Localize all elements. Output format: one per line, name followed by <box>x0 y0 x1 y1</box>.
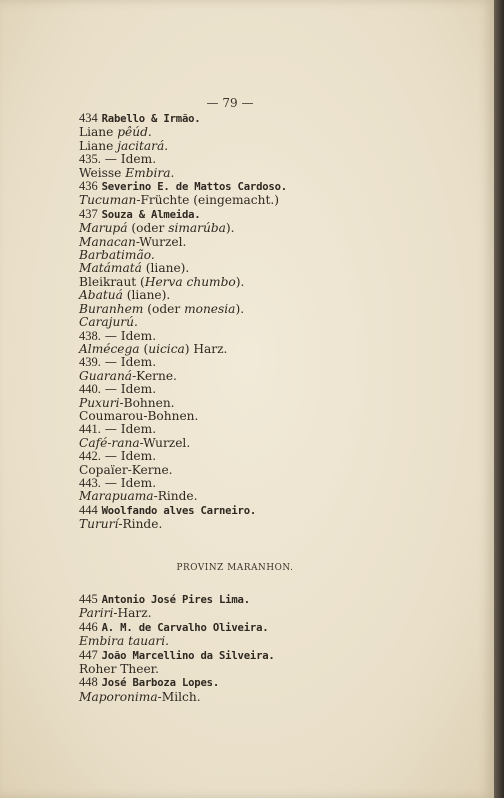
plain-text: ). <box>235 301 245 316</box>
italic-term: pêúd. <box>117 125 152 140</box>
entry-line <box>79 663 409 676</box>
entry-line <box>79 518 409 531</box>
entry-header <box>79 112 409 126</box>
plain-text: — Idem. <box>104 422 157 437</box>
entry-line <box>79 464 409 477</box>
plain-text: -Harz. <box>113 606 152 621</box>
exhibitor-name: Woolfando alves Carneiro. <box>101 504 257 517</box>
plain-text: — Idem. <box>104 152 157 167</box>
exhibitor-name: Antonio José Pires Lima. <box>101 594 250 606</box>
entry-first-line <box>79 477 409 490</box>
exhibitor-name: Souza & Almeida. <box>101 208 201 221</box>
italic-term: Barbatimão. <box>79 248 155 263</box>
exhibitor-name: Rabello & Irmão. <box>101 113 201 125</box>
plain-text: (oder <box>143 301 185 316</box>
entry-number: 443. <box>79 475 101 490</box>
italic-term: Tucuman <box>79 193 137 208</box>
entry-line <box>79 410 409 423</box>
catalog-entry <box>79 112 409 153</box>
entry-header <box>79 593 409 607</box>
plain-text: -Rinde. <box>153 489 198 504</box>
entry-first-line <box>79 450 409 463</box>
italic-term: Guaraná <box>79 368 133 383</box>
exhibitor-name: João Marcellino da Silveira. <box>101 649 275 662</box>
entry-number: 447 <box>79 647 98 662</box>
entry-line <box>79 194 409 207</box>
plain-text: — Idem. <box>104 355 157 370</box>
entry-line <box>79 262 409 275</box>
entry-number: 437 <box>79 206 98 221</box>
plain-text: ) Harz. <box>184 341 228 356</box>
entry-line <box>79 490 409 503</box>
plain-text: (oder <box>127 221 169 236</box>
italic-term: Maporonima <box>79 689 158 704</box>
italic-term: Embira tauari. <box>79 634 169 649</box>
entry-line <box>79 303 409 316</box>
plain-text: Bleikraut ( <box>79 274 145 289</box>
entry-header <box>79 649 409 663</box>
plain-text: -Früchte (eingemacht.) <box>136 193 279 208</box>
italic-term: Pariri <box>79 606 114 621</box>
italic-term: Marupá <box>79 221 128 236</box>
plain-text: -Rinde. <box>118 517 163 532</box>
entry-number: 441. <box>79 422 101 437</box>
book-spine <box>494 0 504 798</box>
catalog-entry <box>79 356 409 383</box>
exhibitor-name: Severino E. de Mattos Cardoso. <box>101 181 287 194</box>
catalog-entry <box>79 477 409 504</box>
plain-text: — Idem. <box>104 475 157 490</box>
plain-text: Copaïer-Kerne. <box>79 462 173 477</box>
plain-text: -Bohnen. <box>119 395 175 410</box>
entry-header <box>79 504 409 518</box>
italic-term: Matámatá <box>79 261 142 276</box>
entry-number: 444 <box>79 502 98 517</box>
plain-text: — Idem. <box>104 382 157 397</box>
catalog-entry <box>79 180 409 208</box>
entry-line <box>79 635 409 648</box>
entry-number: 438. <box>79 328 101 343</box>
entry-number: 445 <box>79 592 98 606</box>
entry-number: 440. <box>79 382 101 397</box>
italic-term: Manacan <box>79 234 136 249</box>
entry-first-line <box>79 356 409 369</box>
entry-number: 434 <box>79 111 98 125</box>
entry-first-line <box>79 383 409 396</box>
catalog-entry <box>79 649 409 677</box>
plain-text: (liane). <box>141 261 190 276</box>
plain-text: ). <box>235 274 245 289</box>
page-number: — 79 — <box>206 96 254 110</box>
entry-number: 435. <box>79 152 101 167</box>
entry-line <box>79 249 409 262</box>
catalog-content <box>79 112 409 704</box>
entry-line <box>79 236 409 249</box>
plain-text: ). <box>225 221 235 236</box>
catalog-entry <box>79 504 409 532</box>
plain-text: -Wurzel. <box>135 234 187 249</box>
exhibitor-name: A. M. de Carvalho Oliveira. <box>101 621 269 634</box>
catalog-entry <box>79 208 409 330</box>
italic-term: jacitará. <box>117 138 169 153</box>
entry-number: 439. <box>79 355 101 370</box>
plain-text: Roher Theer. <box>79 662 160 677</box>
catalog-entry <box>79 383 409 423</box>
entry-line <box>79 316 409 329</box>
entry-line <box>79 370 409 383</box>
plain-text: Liane <box>79 138 118 153</box>
entry-line <box>79 343 409 356</box>
italic-term: Marapuama <box>79 489 154 504</box>
plain-text: -Wurzel. <box>139 435 191 450</box>
entry-line <box>79 126 409 139</box>
italic-term: uicica <box>148 341 185 356</box>
italic-term: Tururí <box>79 517 119 532</box>
entry-header <box>79 208 409 222</box>
entry-number: 442. <box>79 449 101 464</box>
entry-first-line <box>79 423 409 436</box>
entry-list-1 <box>79 112 409 532</box>
catalog-entry <box>79 621 409 649</box>
entry-number: 446 <box>79 619 98 634</box>
entry-line <box>79 167 409 180</box>
italic-term: Almécega <box>79 341 140 356</box>
italic-term: simarúba <box>168 221 226 236</box>
exhibitor-name: José Barboza Lopes. <box>101 677 220 690</box>
entry-line <box>79 222 409 235</box>
plain-text: — Idem. <box>104 449 157 464</box>
entry-number: 448 <box>79 675 98 690</box>
plain-text: -Kerne. <box>132 368 177 383</box>
catalog-entry <box>79 676 409 704</box>
catalog-entry <box>79 423 409 450</box>
italic-term: Buranhem <box>79 301 144 316</box>
plain-text: Coumarou-Bohnen. <box>79 408 199 423</box>
italic-term: Herva chumbo <box>144 274 236 289</box>
entry-list-2 <box>79 593 409 704</box>
catalog-entry <box>79 153 409 180</box>
entry-line <box>79 607 409 620</box>
plain-text: — Idem. <box>104 328 157 343</box>
plain-text: ( <box>139 341 149 356</box>
entry-line <box>79 276 409 289</box>
entry-line <box>79 289 409 302</box>
plain-text: Weisse <box>79 165 126 180</box>
catalog-entry <box>79 330 409 357</box>
plain-text: Liane <box>79 125 118 140</box>
plain-text: (liane). <box>122 288 171 303</box>
entry-number: 436 <box>79 179 98 194</box>
entry-line <box>79 140 409 153</box>
section-heading: PROVINZ MARANHON. <box>176 562 294 573</box>
entry-line <box>79 397 409 410</box>
entry-line <box>79 691 409 704</box>
entry-first-line <box>79 153 409 166</box>
italic-term: Embira. <box>125 165 175 180</box>
entry-header <box>79 676 409 690</box>
catalog-entry <box>79 450 409 477</box>
italic-term: Carajurú. <box>79 315 138 330</box>
entry-first-line <box>79 330 409 343</box>
entry-header <box>79 180 409 194</box>
italic-term: Café-rana <box>79 435 140 450</box>
plain-text: -Milch. <box>157 689 201 704</box>
entry-header <box>79 621 409 635</box>
italic-term: Puxuri <box>79 395 120 410</box>
catalog-entry <box>79 593 409 621</box>
italic-term: monesia <box>184 301 236 316</box>
italic-term: Abatuá <box>79 288 123 303</box>
entry-line <box>79 437 409 450</box>
